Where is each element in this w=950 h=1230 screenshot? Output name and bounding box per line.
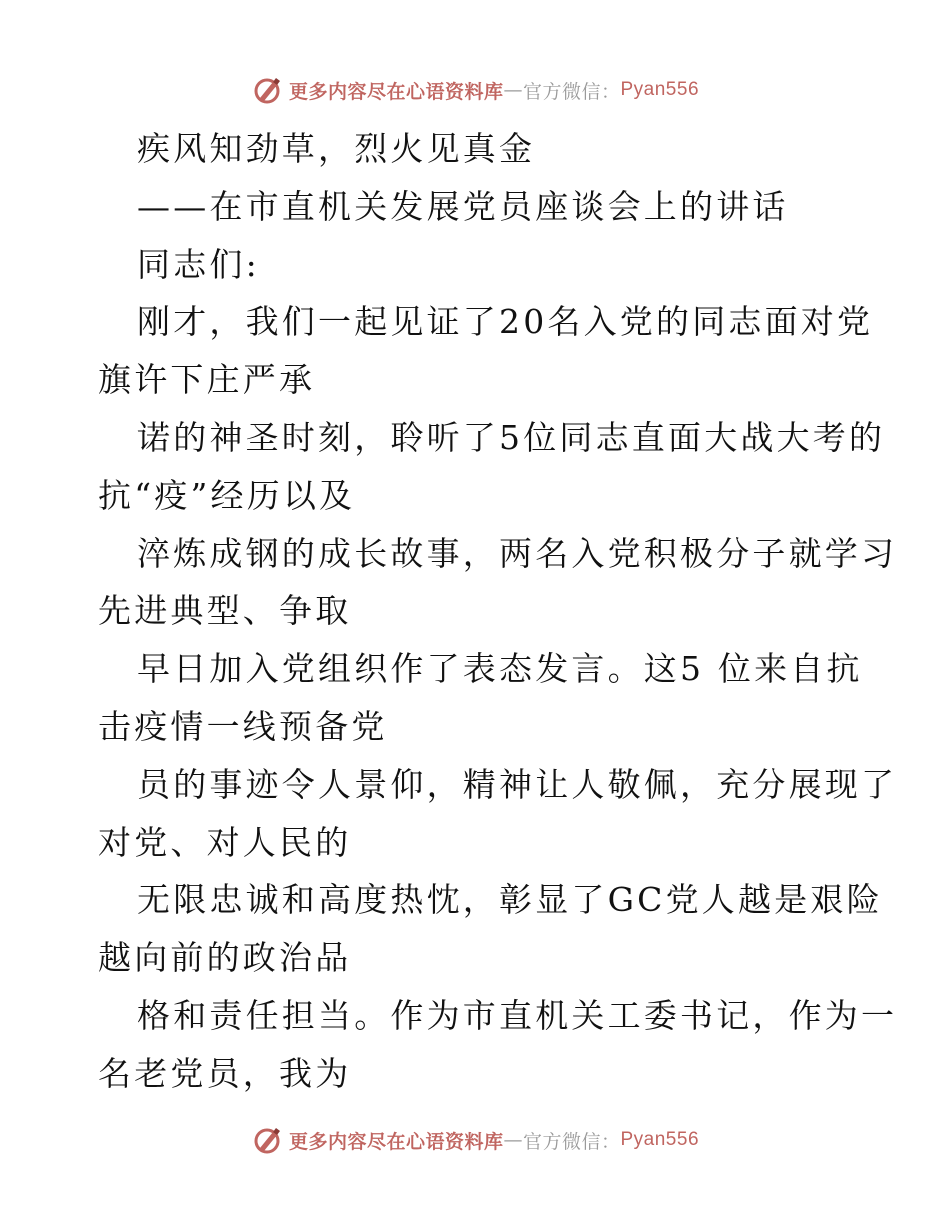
text-line: 员的事迹令人景仰，精神让人敬佩，充分展现了 bbox=[137, 764, 898, 804]
watermark-id: Pyan556 bbox=[620, 1129, 700, 1150]
text-line: 无限忠诚和高度热忱，彰显了GC党人越是艰险 bbox=[137, 880, 883, 920]
text-line: 早日加入党组织作了表态发言。这5 位来自抗 bbox=[137, 649, 863, 689]
header-watermark bbox=[0, 70, 950, 110]
text-line: 越向前的政治品 bbox=[98, 938, 352, 978]
text-line: 淬炼成钢的成长故事，两名入党积极分子就学习 bbox=[137, 533, 898, 573]
subtitle-line: ——在市直机关发展党员座谈会上的讲话 bbox=[137, 186, 789, 226]
footer-watermark bbox=[0, 1120, 950, 1160]
watermark-label: 官方微信： bbox=[522, 1130, 621, 1153]
document-body bbox=[98, 120, 898, 1103]
text-line: 名老党员，我为 bbox=[98, 1053, 352, 1093]
salutation-line: 同志们: bbox=[137, 244, 260, 284]
text-line: 刚才，我们一起见证了20名入党的同志面对党 bbox=[137, 302, 874, 342]
pen-logo-icon bbox=[251, 74, 283, 106]
text-line: 格和责任担当。作为市直机关工委书记，作为一 bbox=[137, 995, 898, 1035]
watermark-label: 官方微信： bbox=[522, 80, 621, 103]
watermark-separator: — bbox=[503, 79, 523, 101]
watermark-id: Pyan556 bbox=[620, 79, 700, 100]
title-line: 疾风知劲草，烈火见真金 bbox=[137, 129, 536, 168]
pen-logo-icon bbox=[251, 1124, 283, 1156]
text-line: 对党、对人民的 bbox=[98, 822, 352, 862]
watermark-lead: 更多内容尽在心语资料库 bbox=[288, 80, 504, 103]
text-line: 诺的神圣时刻，聆听了5位同志直面大战大考的 bbox=[137, 417, 886, 457]
text-line: 旗许下庄严承 bbox=[98, 360, 316, 400]
text-line: 击疫情一线预备党 bbox=[98, 706, 388, 746]
text-line: 先进典型、争取 bbox=[98, 591, 352, 631]
watermark-lead: 更多内容尽在心语资料库 bbox=[288, 1130, 504, 1153]
watermark-separator: — bbox=[503, 1129, 523, 1151]
text-line: 抗“疫”经历以及 bbox=[98, 475, 356, 515]
